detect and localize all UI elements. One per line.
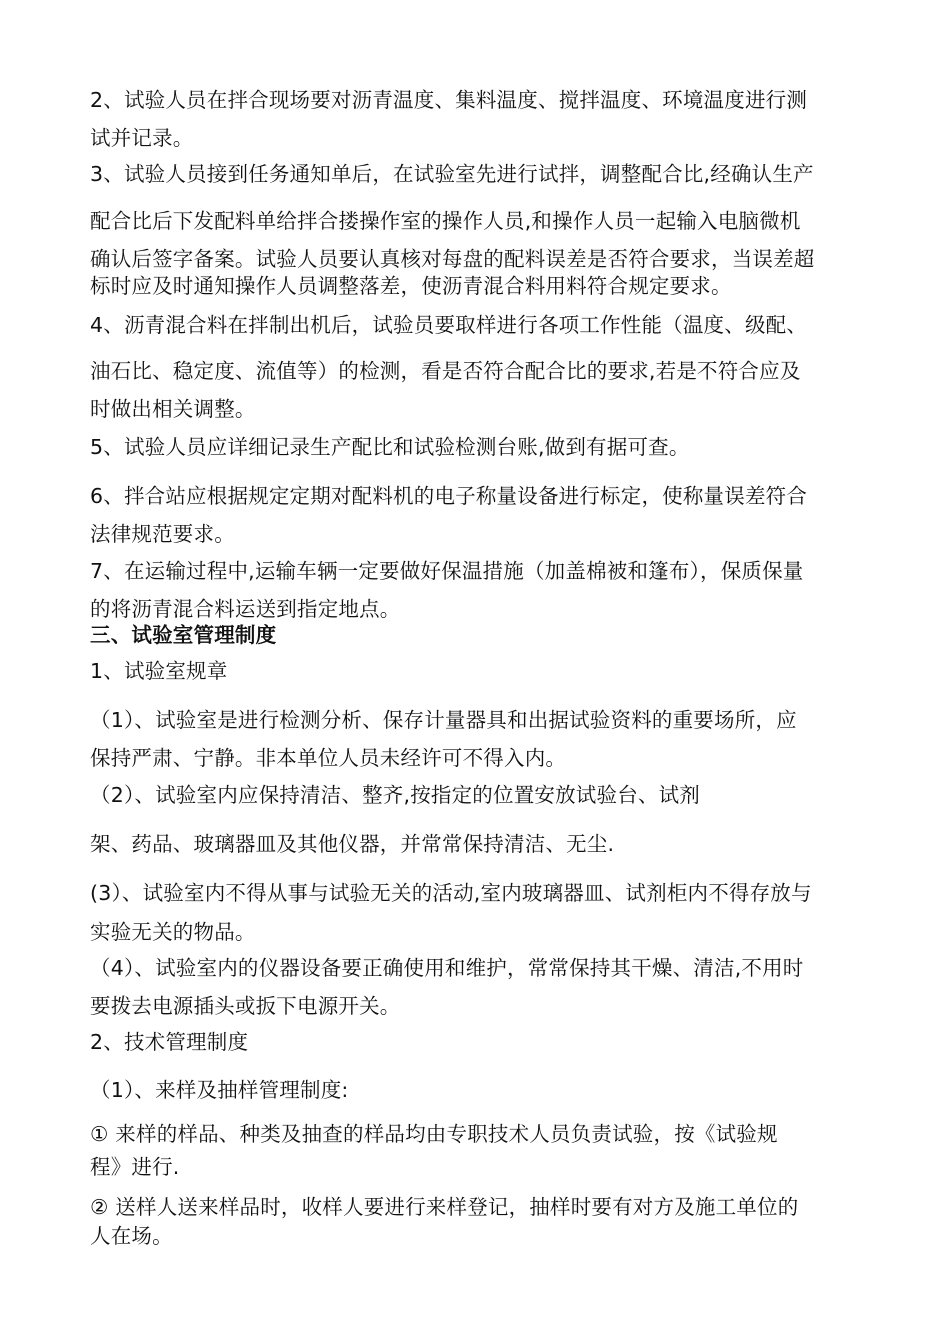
subsection-heading: 2、技术管理制度	[90, 1030, 249, 1054]
text-line: 试并记录。	[90, 126, 194, 150]
text-line: 3、试验人员接到任务通知单后，在试验室先进行试拌，调整配合比,经确认生产	[90, 162, 814, 186]
text-line: （1）、来样及抽样管理制度:	[90, 1078, 349, 1102]
text-line: 要拨去电源插头或扳下电源开关。	[90, 994, 401, 1018]
text-line: 标时应及时通知操作人员调整落差，使沥青混合料用料符合规定要求。	[90, 274, 732, 298]
text-line: (3）、试验室内不得从事与试验无关的活动,室内玻璃器皿、试剂柜内不得存放与	[90, 881, 812, 905]
text-line: 人在场。	[90, 1224, 173, 1248]
text-line: （2）、试验室内应保持清洁、整齐,按指定的位置安放试验台、试剂	[90, 783, 701, 807]
text-line: 7、在运输过程中,运输车辆一定要做好保温措施（加盖棉被和篷布），保质保量	[90, 559, 804, 583]
text-line: 实验无关的物品。	[90, 920, 256, 944]
text-line: 4、沥青混合料在拌制出机后，试验员要取样进行各项工作性能（温度、级配、	[90, 313, 808, 337]
subsection-heading: 1、试验室规章	[90, 659, 228, 683]
text-line: ② 送样人送来样品时，收样人要进行来样登记，抽样时要有对方及施工单位的	[90, 1195, 799, 1219]
text-line: ① 来样的样品、种类及抽查的样品均由专职技术人员负责试验，按《试验规	[90, 1122, 778, 1146]
text-line: 时做出相关调整。	[90, 397, 256, 421]
text-line: 架、药品、玻璃器皿及其他仪器，并常常保持清洁、无尘.	[90, 832, 615, 856]
text-line: 确认后签字备案。试验人员要认真核对每盘的配料误差是否符合要求，当误差超	[90, 247, 815, 271]
text-line: 保持严肃、宁静。非本单位人员未经许可不得入内。	[90, 746, 567, 770]
text-line: 油石比、稳定度、流值等）的检测，看是否符合配合比的要求,若是不符合应及	[90, 359, 801, 383]
text-line: 程》进行.	[90, 1155, 180, 1179]
text-line: （4）、试验室内的仪器设备要正确使用和维护，常常保持其干燥、清洁,不用时	[90, 956, 804, 980]
text-line: 配合比后下发配料单给拌合搂操作室的操作人员,和操作人员一起输入电脑微机	[90, 209, 801, 233]
text-line: 2、试验人员在拌合现场要对沥青温度、集料温度、搅拌温度、环境温度进行测	[90, 88, 808, 112]
text-line: 6、拌合站应根据规定定期对配料机的电子称量设备进行标定，使称量误差符合	[90, 484, 808, 508]
text-line: 的将沥青混合料运送到指定地点。	[90, 597, 401, 621]
text-line: （1）、试验室是进行检测分析、保存计量器具和出据试验资料的重要场所，应	[90, 708, 797, 732]
section-heading: 三、试验室管理制度	[90, 623, 277, 647]
text-line: 法律规范要求。	[90, 522, 235, 546]
text-line: 5、试验人员应详细记录生产配比和试验检测台账,做到有据可查。	[90, 435, 690, 459]
